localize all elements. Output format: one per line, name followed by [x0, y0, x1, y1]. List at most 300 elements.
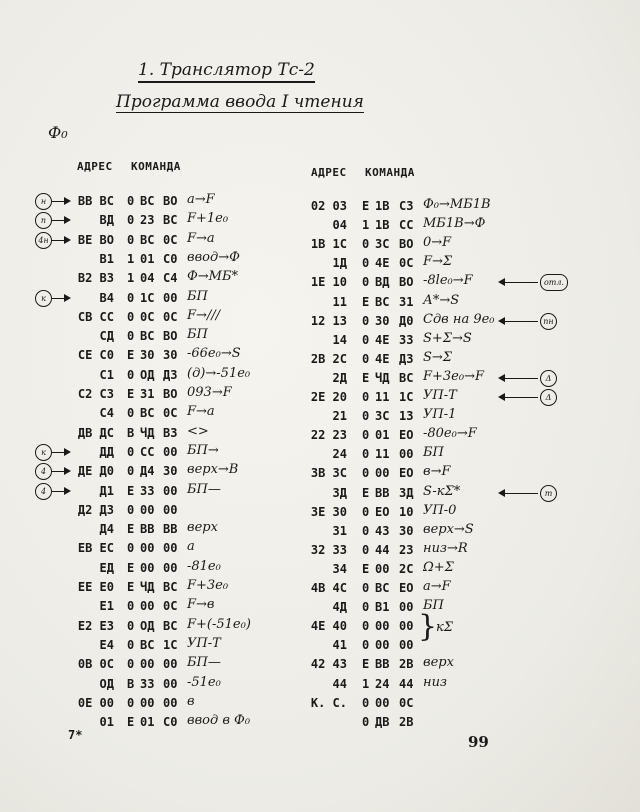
address-cell: 1В 1С: [310, 237, 347, 252]
comment-handwritten: верх: [187, 520, 218, 536]
command-byte-2: ВС: [140, 406, 155, 421]
command-byte-2: 1В: [375, 199, 390, 213]
command-byte-3: ВС: [163, 213, 178, 228]
command-byte-1: 0: [362, 237, 370, 252]
address-cell: ДВ ДС: [77, 425, 114, 440]
address-cell: 04: [332, 218, 347, 233]
command-byte-1: 0: [127, 406, 135, 421]
address-cell: 02 03: [310, 199, 347, 213]
command-byte-3: 1С: [163, 637, 178, 652]
command-byte-2: ЕО: [375, 504, 390, 519]
brace: }: [418, 609, 438, 644]
address-cell: СЕ С0: [77, 348, 114, 363]
comment-handwritten: <>: [187, 423, 209, 439]
command-byte-2: ЧД: [140, 580, 155, 594]
command-byte-2: ВВ: [140, 522, 155, 537]
command-byte-3: ВО: [163, 329, 178, 344]
command-byte-3: 13: [399, 409, 414, 424]
footnote: 7*: [68, 728, 83, 742]
page-title: 1. Транслятор Тс-2: [138, 60, 315, 83]
command-byte-3: С3: [399, 199, 414, 213]
command-byte-3: 0С: [163, 232, 178, 247]
comment-handwritten: F→в: [187, 597, 215, 613]
command-byte-1: Е: [127, 483, 135, 498]
command-byte-1: 0: [127, 309, 135, 324]
command-byte-3: 30: [399, 523, 414, 538]
command-byte-3: 0С: [163, 406, 178, 421]
address-cell: 01: [99, 715, 114, 730]
address-cell: Д1: [99, 483, 114, 498]
right-cmd-header: КОМАНДА: [365, 166, 415, 179]
command-byte-3: ВО: [163, 194, 178, 208]
command-byte-3: 1С: [399, 390, 414, 404]
command-byte-3: ЕО: [399, 581, 414, 595]
marker-circle: к: [35, 444, 52, 461]
arrow-line: [504, 493, 538, 494]
table-row: [0, 693, 563, 715]
command-byte-3: Д0: [399, 313, 414, 328]
address-cell: 32 33: [310, 542, 347, 557]
command-byte-1: 0: [362, 275, 370, 290]
command-byte-1: 0: [362, 581, 370, 595]
comment-handwritten: БП: [187, 327, 208, 343]
arrow-line: [504, 378, 538, 379]
command-byte-2: 01: [140, 251, 155, 266]
address-cell: ДЕ Д0: [77, 464, 114, 479]
address-cell: ВВ ВС: [77, 194, 114, 208]
table-row: [0, 444, 563, 466]
command-byte-3: ВЗ: [163, 425, 178, 440]
comment-handwritten: УП-1: [423, 407, 457, 423]
command-byte-1: 0: [127, 213, 135, 228]
table-row: [0, 581, 563, 600]
command-byte-2: ОД: [140, 618, 155, 633]
command-byte-2: В1: [375, 600, 390, 615]
comment-handwritten: F→///: [187, 307, 221, 323]
table-row: [0, 409, 563, 428]
comment-handwritten: 093→F: [187, 385, 232, 400]
command-byte-1: В: [127, 425, 135, 440]
table-row: [0, 256, 563, 275]
address-cell: 11: [332, 294, 347, 309]
command-byte-3: ВС: [163, 580, 178, 594]
command-byte-2: 43: [375, 523, 390, 538]
command-byte-1: Е: [127, 387, 135, 401]
comment-handwritten: Ф→МБ*: [187, 269, 239, 285]
marker-circle: отл.: [540, 274, 568, 291]
comment-handwritten: низ→R: [423, 540, 468, 556]
comment-handwritten: F+3е₀→F: [423, 368, 485, 384]
address-cell: Е1: [99, 599, 114, 614]
command-byte-3: 00: [163, 541, 178, 556]
command-byte-3: 31: [399, 294, 414, 309]
command-byte-2: 00: [140, 657, 155, 672]
comment-handwritten: УП-0: [423, 502, 457, 518]
comment-handwritten: F+1е₀: [187, 211, 229, 227]
command-byte-2: ОД: [140, 367, 155, 382]
command-byte-2: 00: [140, 541, 155, 556]
address-cell: С2 С3: [77, 387, 114, 401]
table-row: [0, 521, 563, 543]
command-byte-1: 0: [362, 695, 370, 710]
marker-circle: 4н: [35, 232, 52, 249]
address-cell: 2Е 20: [310, 390, 347, 404]
address-cell: В4: [99, 290, 114, 305]
arrow-line: [504, 321, 538, 322]
command-byte-2: 24: [375, 676, 390, 691]
command-byte-3: 3Д: [399, 485, 414, 500]
address-cell: В2 В3: [77, 271, 114, 286]
command-byte-1: 0: [362, 332, 370, 347]
command-byte-2: 00: [140, 599, 155, 614]
command-byte-1: 0: [127, 464, 135, 479]
command-byte-1: 0: [127, 329, 135, 344]
table-row: [0, 237, 563, 256]
brace-label: кΣ: [436, 620, 453, 635]
command-byte-3: 00: [399, 619, 414, 634]
comment-handwritten: Ф₀→МБ1В: [423, 197, 491, 212]
command-byte-3: 00: [163, 676, 178, 691]
command-byte-2: ДВ: [375, 714, 390, 729]
command-byte-3: СС: [399, 218, 414, 233]
command-byte-1: 0: [362, 600, 370, 615]
command-byte-3: 10: [399, 504, 414, 519]
table-row: [0, 218, 563, 237]
command-byte-2: 00: [140, 695, 155, 710]
command-byte-1: 1: [362, 676, 370, 691]
comment-handwritten: БП→: [187, 442, 219, 458]
command-byte-3: 44: [399, 676, 414, 691]
command-byte-2: 00: [375, 466, 390, 481]
command-byte-1: 0: [362, 447, 370, 462]
address-cell: Д2 Д3: [77, 502, 114, 517]
command-byte-1: 0: [127, 444, 135, 459]
comment-handwritten: УП-Т: [423, 388, 457, 403]
comment-handwritten: БП: [423, 598, 444, 614]
command-byte-2: 3С: [375, 237, 390, 252]
command-byte-3: ВО: [399, 237, 414, 252]
command-byte-3: 00: [399, 638, 414, 653]
table-row: [0, 657, 563, 676]
command-byte-3: С0: [163, 715, 178, 730]
command-byte-2: 23: [140, 213, 155, 228]
comment-handwritten: верх: [423, 655, 454, 671]
command-byte-1: 0: [362, 504, 370, 519]
comment-handwritten: F+3е₀: [187, 578, 229, 593]
comment-handwritten: Ω+Σ: [423, 559, 454, 575]
comment-handwritten: БП: [187, 288, 208, 304]
command-byte-3: ВС: [163, 618, 178, 633]
command-byte-3: С4: [163, 271, 178, 286]
arrow-line: [504, 397, 538, 398]
command-byte-1: 0: [127, 599, 135, 614]
comment-handwritten: БП—: [187, 481, 221, 497]
command-byte-1: Е: [362, 485, 370, 500]
address-cell: 3В 3С: [310, 466, 347, 481]
subtitle-text: Программа ввода I чтения: [116, 92, 364, 112]
phi-label: Ф₀: [48, 123, 68, 142]
address-cell: 0Е 00: [77, 695, 114, 710]
command-byte-2: 00: [140, 560, 155, 575]
command-byte-1: 0: [362, 542, 370, 557]
command-byte-1: 0: [362, 256, 370, 271]
command-byte-2: ВС: [375, 294, 390, 309]
command-byte-2: 33: [140, 676, 155, 691]
command-byte-1: 0: [127, 695, 135, 710]
command-byte-1: Е: [362, 294, 370, 309]
command-byte-2: ВС: [140, 232, 155, 247]
command-byte-1: Е: [127, 522, 135, 537]
comment-handwritten: F→а: [187, 230, 215, 246]
command-byte-3: 30: [163, 464, 178, 479]
marker-circle: 4: [35, 483, 52, 500]
comment-handwritten: БП: [423, 445, 444, 461]
command-byte-1: 0: [127, 541, 135, 556]
command-byte-2: 0С: [140, 309, 155, 324]
address-cell: ВД: [99, 213, 114, 228]
table-row: [0, 466, 563, 485]
command-byte-3: 00: [163, 444, 178, 459]
comment-handwritten: в: [187, 693, 195, 709]
command-byte-3: 2В: [399, 714, 414, 729]
command-byte-3: 00: [163, 483, 178, 498]
command-byte-3: 0С: [163, 599, 178, 614]
command-byte-3: ВО: [399, 275, 414, 290]
address-cell: ВЕ ВО: [77, 232, 114, 247]
comment-handwritten: Сдв на 9е₀: [423, 311, 495, 327]
command-byte-1: В: [127, 676, 135, 691]
table-row: [0, 502, 563, 524]
address-cell: Е4: [99, 637, 114, 652]
command-byte-1: Е: [127, 580, 135, 594]
address-cell: ОД: [99, 676, 114, 691]
comment-handwritten: а→F: [423, 579, 451, 594]
left-addr-header: АДРЕС: [77, 160, 113, 173]
command-byte-3: С0: [163, 251, 178, 266]
command-byte-2: ВВ: [375, 485, 390, 500]
command-byte-3: 30: [163, 348, 178, 363]
page-number: 99: [468, 733, 489, 751]
command-byte-2: 00: [140, 502, 155, 517]
comment-handwritten: S-кΣ*: [423, 483, 461, 499]
command-byte-1: 0: [362, 428, 370, 443]
address-cell: 14: [332, 332, 347, 347]
command-byte-2: ВС: [140, 194, 155, 208]
comment-handwritten: А*→S: [423, 292, 460, 308]
command-byte-1: Е: [362, 657, 370, 672]
command-byte-1: Е: [127, 560, 135, 575]
comment-handwritten: 0→F: [423, 235, 452, 251]
table-row: [0, 275, 563, 294]
command-byte-2: ЧД: [140, 425, 155, 440]
command-byte-2: 11: [375, 447, 390, 462]
command-byte-1: 1: [127, 271, 135, 286]
command-byte-2: ВС: [140, 329, 155, 344]
command-byte-2: 30: [375, 313, 390, 328]
command-byte-1: 0: [362, 714, 370, 729]
command-byte-2: 3С: [375, 409, 390, 424]
command-byte-2: 01: [140, 715, 155, 730]
command-byte-1: 1: [362, 218, 370, 233]
table-row: [0, 715, 563, 734]
address-cell: ЕД: [99, 560, 114, 575]
address-cell: 31: [332, 523, 347, 538]
comment-handwritten: F+(-51е₀): [187, 616, 251, 632]
address-cell: СД: [99, 329, 114, 344]
command-byte-2: ВВ: [375, 657, 390, 672]
command-byte-2: Д4: [140, 464, 155, 479]
command-byte-2: ВД: [375, 275, 390, 290]
command-byte-2: 33: [140, 483, 155, 498]
table-row: [0, 559, 563, 581]
command-byte-1: 0: [362, 390, 370, 404]
right-addr-header: АДРЕС: [311, 166, 347, 179]
command-byte-3: ВО: [163, 387, 178, 401]
comment-handwritten: S→Σ: [423, 349, 452, 365]
table-row: [0, 368, 563, 390]
address-cell: Е2 Е3: [77, 618, 114, 633]
address-cell: 41: [332, 638, 347, 653]
command-byte-3: ВС: [399, 370, 414, 385]
command-byte-2: 4Е: [375, 332, 390, 347]
table-row: [0, 600, 563, 619]
command-byte-3: 00: [399, 600, 414, 615]
comment-handwritten: S+Σ→S: [423, 330, 472, 346]
address-cell: 12 13: [310, 313, 347, 328]
command-byte-3: 0С: [399, 695, 414, 710]
address-cell: С4: [99, 406, 114, 421]
command-byte-3: 23: [399, 542, 414, 557]
command-byte-3: 00: [163, 502, 178, 517]
command-byte-2: 1С: [140, 290, 155, 305]
command-byte-1: 0: [127, 194, 135, 208]
command-byte-2: ВС: [375, 581, 390, 595]
address-cell: Д4: [99, 522, 114, 537]
comment-handwritten: верх→В: [187, 462, 239, 478]
command-byte-1: 0: [362, 409, 370, 424]
address-cell: ДД: [99, 444, 114, 459]
address-cell: 0В 0С: [77, 657, 114, 672]
comment-handwritten: -81е₀: [187, 558, 221, 574]
command-byte-3: 00: [399, 447, 414, 462]
command-byte-3: ЕО: [399, 466, 414, 481]
address-cell: 1Д: [332, 256, 347, 271]
marker-circle: п: [35, 212, 52, 229]
comment-handwritten: УП-Т: [187, 635, 221, 651]
command-byte-1: Е: [362, 561, 370, 576]
address-cell: 42 43: [310, 657, 347, 672]
command-byte-1: 0: [127, 657, 135, 672]
comment-handwritten: -8lе₀→F: [423, 273, 473, 289]
marker-circle: Δ: [540, 389, 557, 406]
command-byte-1: 0: [362, 619, 370, 634]
table-row: [0, 674, 563, 696]
command-byte-2: 00: [375, 695, 390, 710]
command-byte-3: 0С: [399, 256, 414, 271]
address-cell: 34: [332, 561, 347, 576]
command-byte-3: 2С: [399, 561, 414, 576]
command-byte-3: ВВ: [163, 522, 178, 537]
command-byte-2: 00: [375, 619, 390, 634]
marker-circle: к: [35, 290, 52, 307]
command-byte-3: Д3: [399, 351, 414, 366]
command-byte-3: 2В: [399, 657, 414, 672]
address-cell: 2Д: [332, 370, 347, 385]
comment-handwritten: -66е₀→S: [187, 346, 241, 362]
comment-handwritten: (д)→-51е₀: [187, 365, 251, 381]
marker-circle: н: [35, 193, 52, 210]
command-byte-1: 0: [362, 351, 370, 366]
command-byte-2: ЧД: [375, 370, 390, 385]
comment-handwritten: МБ1В→Ф: [423, 216, 486, 232]
address-cell: 22 23: [310, 428, 347, 443]
comment-handwritten: БП—: [187, 655, 221, 671]
comment-handwritten: верх→S: [423, 521, 474, 537]
comment-handwritten: -51е₀: [187, 674, 221, 690]
command-byte-1: 1: [127, 251, 135, 266]
table-row: [0, 616, 563, 638]
command-byte-1: 0: [127, 232, 135, 247]
command-byte-2: ВС: [140, 637, 155, 652]
command-byte-3: Д3: [163, 367, 178, 382]
marker-circle: пн: [540, 313, 557, 330]
address-cell: 1Е 10: [310, 275, 347, 290]
address-cell: 21: [332, 409, 347, 424]
command-byte-2: 04: [140, 271, 155, 286]
marker-circle: 4: [35, 463, 52, 480]
address-cell: В1: [99, 251, 114, 266]
comment-handwritten: ввод→Ф: [187, 249, 240, 265]
address-cell: С1: [99, 367, 114, 382]
table-row: [0, 390, 563, 409]
command-byte-2: 4Е: [375, 351, 390, 366]
command-byte-1: Е: [362, 370, 370, 385]
address-cell: ЕВ ЕС: [77, 541, 114, 556]
command-byte-3: 00: [163, 290, 178, 305]
command-byte-2: 1В: [375, 218, 390, 233]
command-byte-2: 11: [375, 390, 390, 404]
table-row: [0, 330, 563, 352]
command-byte-2: 01: [375, 428, 390, 443]
command-byte-2: 30: [140, 348, 155, 363]
page-subtitle: [116, 92, 364, 112]
command-byte-1: Е: [127, 715, 135, 730]
command-byte-3: 00: [163, 695, 178, 710]
command-byte-1: 0: [362, 638, 370, 653]
table-row: [0, 540, 563, 562]
command-byte-1: 0: [362, 313, 370, 328]
comment-handwritten: ввод в Ф₀: [187, 713, 251, 729]
address-cell: СВ СС: [77, 309, 114, 324]
address-cell: 4Е 40: [310, 619, 347, 634]
command-byte-1: 0: [362, 466, 370, 481]
comment-handwritten: -80е₀→F: [423, 426, 477, 442]
command-byte-1: 0: [127, 502, 135, 517]
command-byte-1: 0: [362, 523, 370, 538]
comment-handwritten: в→F: [423, 464, 451, 480]
command-byte-3: 0С: [163, 309, 178, 324]
address-cell: 24: [332, 447, 347, 462]
command-byte-2: 00: [375, 638, 390, 653]
command-byte-1: 0: [127, 637, 135, 652]
address-cell: 2В 2С: [310, 351, 347, 366]
table-row: [0, 483, 563, 505]
command-byte-1: Е: [127, 348, 135, 363]
arrow-line: [504, 282, 538, 283]
address-cell: 3Д: [332, 485, 347, 500]
address-cell: 44: [332, 676, 347, 691]
command-byte-2: 31: [140, 387, 155, 401]
